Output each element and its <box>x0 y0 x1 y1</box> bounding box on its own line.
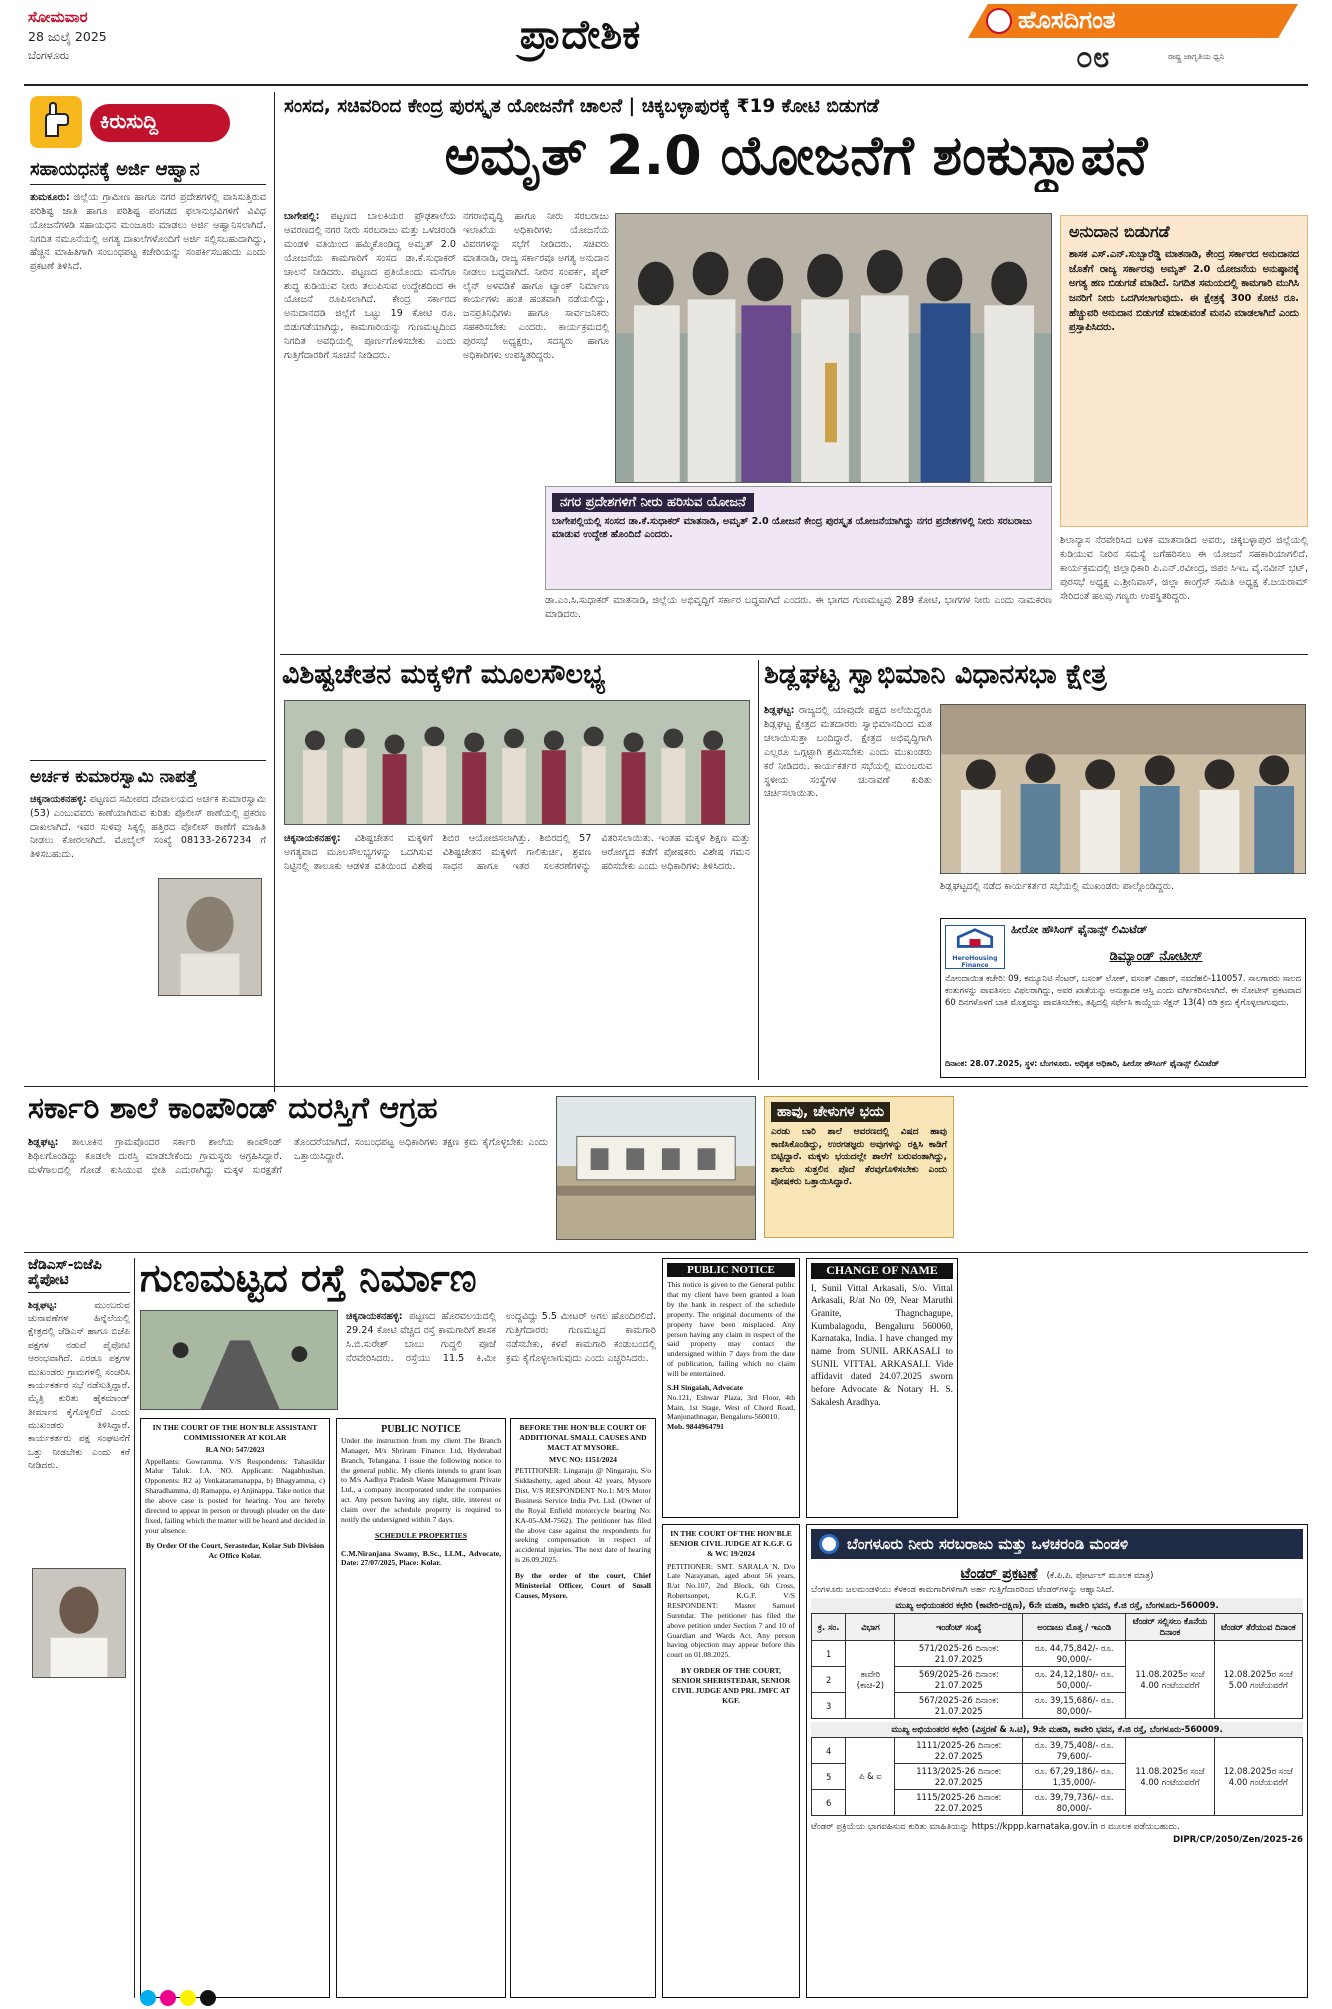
bwssb-tender-title: ಟೆಂಡರ್ ಪ್ರಕಟಣೆ <box>960 1566 1038 1582</box>
brief-archaka-text: ಪಟ್ಟಣದ ಸಮೀಪದ ದೇವಾಲಯದ ಅರ್ಚಕ ಕುಮಾರಸ್ವಾಮಿ (53) ಎಂಬುವವರು ಕಾಣೆಯಾಗಿರುವ ಕುರಿತು ಪೊಲೀಸ್ ಠಾಣೆಯಲ್ಲಿ ಪ್ರಕರಣ ದಾಖಲಾಗಿದೆ. ಇವರ ಸುಳಿವು ಸಿಕ್ಕಲ್ಲಿ ಹತ್ತಿರದ ಪೊಲೀಸ್ ಠಾಣೆಗೆ ಮಾಹಿತಿ ನೀಡಲು ಕೋರಲಾಗಿದೆ. ಮೊಬೈಲ್ ಸಂಖ್ಯೆ 08133-267234 ಗೆ ತಿಳಿಸಬಹುದು. <box>30 793 266 861</box>
public-notice-1-mob: Mob. 9844964791 <box>667 1422 724 1432</box>
herohousing-sign: ದಿನಾಂಕ: 28.07.2025, ಸ್ಥಳ: ಬೆಂಗಳೂರು. ಅಧಿಕೃತ ಅಧಿಕಾರಿ, ಹೀರೋ ಹೌಸಿಂಗ್ ಫೈನಾನ್ಸ್ ಲಿಮಿಟೆಡ್ <box>945 1059 1220 1068</box>
table-row <box>812 1641 1303 1667</box>
col-head-indent: ಇಂಡೆಂಟ್ ಸಂಖ್ಯೆ <box>895 1614 1023 1641</box>
shidlaghatta-body <box>764 704 932 1074</box>
public-notice-1-signer: S.H Singaiah, Advocate <box>667 1382 743 1392</box>
bwssb-table-1 <box>811 1613 1303 1719</box>
vishesha-text: ವಿಶಿಷ್ಟಚೇತನ ಮಕ್ಕಳಿಗೆ ಅಗತ್ಯವಾದ ಮೂಲಸೌಲಭ್ಯಗಳನ್ನು ಒದಗಿಸುವ ನಿಟ್ಟಿನಲ್ಲಿ ತಾಲೂಕು ಆಡಳಿತ ವತಿಯಿಂದ ವಿಶೇಷ ಶಿಬಿರ ಆಯೋಜಿಸಲಾಗಿತ್ತು. ಶಿಬಿರದಲ್ಲಿ 57 ವಿಶಿಷ್ಟಚೇತನ ಮಕ್ಕಳಿಗೆ ಗಾಲಿಕುರ್ಚಿ, ಶ್ರವಣ ಸಾಧನ ಹಾಗೂ ಇತರ ಸಲಕರಣೆಗಳನ್ನು ವಿತರಿಸಲಾಯಿತು. ಇಂತಹ ಮಕ್ಕಳ ಶಿಕ್ಷಣ ಮತ್ತು ಆರೋಗ್ಯದ ಕಡೆಗೆ ಪೋಷಕರು ವಿಶೇಷ ಗಮನ ಹರಿಸಬೇಕು ಎಂದು ಅಧಿಕಾರಿಗಳು ತಿಳಿಸಿದರು. <box>284 833 750 872</box>
lead-bottom-text <box>545 594 1052 646</box>
jds-head: ಜೆಡಿಎಸ್-ಬಿಜೆಪಿ ಪೈಪೋಟಿ <box>28 1258 130 1293</box>
compound-story <box>28 1092 956 1242</box>
row-no: 5 <box>812 1764 846 1790</box>
brief-arji <box>30 160 266 750</box>
row-last-date: 11.08.2025ರ ಸಂಜೆ 4.00 ಗಂಟೆಯವರೆಗೆ <box>1126 1738 1214 1816</box>
anudana-sidebar <box>1060 215 1308 527</box>
jds-body <box>28 1299 130 1472</box>
row-no: 6 <box>812 1790 846 1816</box>
bwssb-title: ಬೆಂಗಳೂರು ನೀರು ಸರಬರಾಜು ಮತ್ತು ಒಳಚರಂಡಿ ಮಂಡಳಿ <box>847 1535 1129 1553</box>
court-kolar-title: IN THE COURT OF THE HON'BLE ASSISTANT COMMISSIONER AT KOLAR <box>152 1423 318 1442</box>
court-notice-kgf <box>662 1524 800 1998</box>
herohousing-logo <box>945 925 1005 969</box>
row-open-date: 12.08.2025ರ ಸಂಜೆ 4.00 ಗಂಟೆಯವರೆಗೆ <box>1214 1738 1302 1816</box>
bwssb-footer: ಟೆಂಡರ್ ಪ್ರಕ್ರಿಯೆಯ ಭಾಗವಹಿಸುವ ಕುರಿತು ಮಾಹಿತಿಯನ್ನು https://kppp.karnataka.gov.in ರ ಮೂಲಕ ಪಡೆಯಬಹುದು. <box>811 1822 1180 1832</box>
jds-portrait <box>32 1568 126 1678</box>
bwssb-table-header <box>812 1614 1303 1641</box>
vishesha-photo <box>284 700 750 825</box>
bwssb-tender-title-row <box>811 1563 1303 1582</box>
herohousing-title: ಹೀರೋ ಹೌಸಿಂಗ್ ಫೈನಾನ್ಸ್ ಲಿಮಿಟೆಡ್ <box>1011 923 1148 936</box>
lead-right-lower-text: ಶಿಲಾನ್ಯಾಸ ನೆರವೇರಿಸಿದ ಬಳಿಕ ಮಾತನಾಡಿದ ಅವರು, ಚಿಕ್ಕಬಳ್ಳಾಪುರ ಜಿಲ್ಲೆಯಲ್ಲಿ ಕುಡಿಯುವ ನೀರಿನ ಸಮಸ್ಯೆ ಬಗೆಹರಿಸಲು ಈ ಯೋಜನೆ ಸಹಕಾರಿಯಾಗಲಿದೆ. ಕಾರ್ಯಕ್ರಮದಲ್ಲಿ ಜಿಲ್ಲಾಧಿಕಾರಿ ಪಿ.ಎನ್.ರವೀಂದ್ರ, ಜಿಪಂ ಸಿಇಒ ವೈ.ನವೀನ್ ಭಟ್, ಪುರಸಭೆ ಅಧ್ಯಕ್ಷ ಎ.ಶ್ರೀನಿವಾಸ್, ಜಿಲ್ಲಾ ಕಾಂಗ್ರೆಸ್ ಸಮಿತಿ ಅಧ್ಯಕ್ಷ ಕೆ.ಜಯರಾಮ್ ಸೇರಿದಂತೆ ಹಲವು ಗಣ್ಯರು ಉಪಸ್ಥಿತರಿದ್ದರು. <box>1060 535 1308 602</box>
row-amt: ರೂ. 39,15,686/- ರೂ. 80,000/- <box>1023 1693 1126 1719</box>
row-indent: 567/2025-26 ದಿನಾಂಕ: 21.07.2025 <box>895 1693 1023 1719</box>
row-amt: ರೂ. 24,12,180/- ರೂ. 50,000/- <box>1023 1667 1126 1693</box>
lead-right-lower <box>1060 534 1308 648</box>
compound-head: ಸರ್ಕಾರಿ ಶಾಲೆ ಕಾಂಪೌಂಡ್ ದುರಸ್ತಿಗೆ ಆಗ್ರಹ <box>28 1092 438 1126</box>
brief-arji-dateline: ತುಮಕೂರು: <box>30 191 70 203</box>
kiru-suddi-logo <box>30 96 230 152</box>
lead-photo-caption <box>545 486 1052 590</box>
col-head-last: ಟೆಂಡರ್ ಸಲ್ಲಿಸಲು ಕೊನೆಯ ದಿನಾಂಕ <box>1126 1614 1214 1641</box>
shidlaghatta-head: ಶಿಡ್ಲಘಟ್ಟ ಸ್ವಾಭಿಮಾನಿ ವಿಧಾನಸಭಾ ಕ್ಷೇತ್ರ <box>764 660 1107 690</box>
court-kolar-case: R.A NO: 547/2023 <box>205 1444 265 1454</box>
row2-bottom-rule <box>24 1086 1308 1087</box>
vishesha-dateline: ಚಿಕ್ಕನಾಯಕನಹಳ್ಳಿ: <box>284 833 341 844</box>
court-mysore-sign: By the order of the court, Chief Ministerial Officer, Court of Small Causes, Mysore. <box>515 1571 651 1600</box>
section-title: ಪ್ರಾದೇಶಿಕ <box>519 12 641 58</box>
brand-name: ಹೊಸದಿಗಂತ <box>1018 6 1116 34</box>
bwssb-tender <box>806 1524 1308 1998</box>
public-notice-1 <box>662 1258 800 1518</box>
masthead <box>0 0 1332 90</box>
row3-bottom-rule <box>24 1252 1308 1253</box>
lead-kicker: ಸಂಸದ, ಸಚಿವರಿಂದ ಕೇಂದ್ರ ಪುರಸ್ಕೃತ ಯೋಜನೆಗೆ ಚಾಲನೆ | ಚಿಕ್ಕಬಳ್ಳಾಪುರಕ್ಕೆ ₹19 ಕೋಟಿ ಬಿಡುಗಡೆ <box>284 96 880 117</box>
court-kgf-body: PETITIONER: SMT. SARALA N. D/o Late Narayanan, aged about 56 years, R/at No.107, 2nd Block, 6th Cross, Robertsonpet, K.G.F. V/S RESPONDENT: Master Samuel Surendar. The petitioner has filed the above petition under Section 7 and 10 of Guardian and Wards Act. Any person having objection may appear before this court on 01.08.2025. <box>667 1561 795 1660</box>
public-notice-2-title: PUBLIC NOTICE <box>381 1424 461 1435</box>
lead-col2-text: ನಗರಾಭಿವೃದ್ಧಿ ಹಾಗೂ ನೀರು ಸರಬರಾಜು ಇಲಾಖೆಯ ಅಧಿಕಾರಿಗಳು ಯೋಜನೆಯ ವಿವರಗಳನ್ನು ಸಭೆಗೆ ನೀಡಿದರು. ಸಚಿವರು ಮಾತನಾಡಿ, ರಾಜ್ಯ ಸರ್ಕಾರವೂ ಅಗತ್ಯ ಅನುದಾನ ನೀಡಲು ಬದ್ಧವಾಗಿದೆ. ನೀರಿನ ಸಂಪರ್ಕ, ಪೈಪ್ ಲೈನ್ ಅಳವಡಿಕೆ ಹಾಗೂ ಟ್ಯಾಂಕ್ ನಿರ್ಮಾಣ ಕಾರ್ಯಗಳು ಹಂತ ಹಂತವಾಗಿ ನಡೆಯಲಿದ್ದು, ಜನಪ್ರತಿನಿಧಿಗಳು ಹಾಗೂ ಸಾರ್ವಜನಿಕರು ಸಹಕರಿಸಬೇಕು ಎಂದರು. ಕಾರ್ಯಕ್ರಮದಲ್ಲಿ ಪುರಸಭೆ ಅಧ್ಯಕ್ಷರು, ಸದಸ್ಯರು ಹಾಗೂ ಅಧಿಕಾರಿಗಳು ಉಪಸ್ಥಿತರಿದ್ದರು. <box>463 211 609 362</box>
bwssb-office-2: ಮುಖ್ಯ ಅಭಿಯಂತರರ ಕಛೇರಿ (ವಿಸ್ತರಣೆ & ಸಿ.ಟಿ), 9ನೇ ಮಹಡಿ, ಕಾವೇರಿ ಭವನ, ಕೆ.ಜಿ ರಸ್ತೆ, ಬೆಂಗಳೂರು-560009. <box>811 1722 1303 1737</box>
registration-dot-black <box>200 1990 216 2006</box>
change-name-body: I, Sunil Vittal Arkasali, S/o. Vittal Arkasali, R/at No 09, Near Maruthi Granite, Thagnchagupe, Kumbalagodu, Bengaluru 560060, Karnataka, India. I have changed my name from SUNIL ARKASALI to SUNIL VITTAL ARKASALI. Vide affidavit dated 24.07.2025 sworn before Advocate & Notary H. S. Sakalesh Aradhya. <box>811 1283 953 1408</box>
court-kolar-sign: By Order Of the Court, Serastedar, Kolar Sub Division Ac Office Kolar. <box>145 1541 325 1561</box>
col-head-open: ಟೆಂಡರ್ ತೆರೆಯುವ ದಿನಾಂಕ <box>1214 1614 1302 1641</box>
vishesha-body <box>284 832 750 1072</box>
public-notice-1-address: No.121, Eshwar Plaza, 3rd Floor, 4th Main, 1st Stage, West of Chord Road, Manjunathnagar, Bengaluru-560010. <box>667 1392 795 1422</box>
road-body <box>346 1310 656 1414</box>
road-photo <box>140 1310 338 1410</box>
row-no: 1 <box>812 1641 846 1667</box>
col-head-div: ವಿಭಾಗ <box>846 1614 895 1641</box>
lead-bottom-text-body: ಡಾ.ಎಂ.ಸಿ.ಸುಧಾಕರ್ ಮಾತನಾಡಿ, ಜಿಲ್ಲೆಯ ಅಭಿವೃದ್ಧಿಗೆ ಸರ್ಕಾರ ಬದ್ಧವಾಗಿದೆ ಎಂದರು. ಈ ಭಾಗದ ಗುಣಮಟ್ಟವು 289 ಕೋಟಿ, ಭಾಗಗಳ ನೀರು ಎಂದು ನಾಮಕರಣ ಮಾಡಿದರು. <box>545 595 1052 620</box>
table-row <box>812 1738 1303 1764</box>
row-amt: ರೂ. 67,29,186/- ರೂ. 1,35,000/- <box>1023 1764 1126 1790</box>
lead-col-1 <box>284 210 456 650</box>
bwssb-logo-icon <box>819 1534 839 1554</box>
vishesha-head: ವಿಶಿಷ್ಟಚೇತನ ಮಕ್ಕಳಿಗೆ ಮೂಲಸೌಲಭ್ಯ <box>282 660 606 690</box>
vishesha-story <box>282 660 754 1080</box>
jds-text: ಮುಂಬರುವ ಚುನಾವಣೆಗಳ ಹಿನ್ನೆಲೆಯಲ್ಲಿ ಕ್ಷೇತ್ರದಲ್ಲಿ ಜೆಡಿಎಸ್ ಹಾಗೂ ಬಿಜೆಪಿ ಪಕ್ಷಗಳ ನಡುವೆ ಪೈಪೋಟಿ ಆರಂಭವಾಗಿದೆ. ಎರಡೂ ಪಕ್ಷಗಳ ಮುಖಂಡರು ಗ್ರಾಮಗಳಲ್ಲಿ ಸಂಚರಿಸಿ ಕಾರ್ಯಕರ್ತರ ಸಭೆ ನಡೆಸುತ್ತಿದ್ದಾರೆ. ಮೈತ್ರಿ ಕುರಿತು ಹೈಕಮಾಂಡ್ ತೀರ್ಮಾನ ಕೈಗೊಳ್ಳಲಿದೆ ಎಂದು ಮುಖಂಡರು ತಿಳಿಸಿದ್ದಾರೆ. ಕಾರ್ಯಕರ್ತರು ಪಕ್ಷ ಸಂಘಟನೆಗೆ ಒತ್ತು ನೀಡಬೇಕು ಎಂದು ಕರೆ ನೀಡಿದರು. <box>28 1299 130 1471</box>
herohousing-notice-title: ಡಿಮ್ಯಾಂಡ್ ನೋಟೀಸ್ <box>1109 949 1203 964</box>
compound-dateline: ಶಿಡ್ಲಘಟ್ಟ: <box>28 1137 59 1148</box>
road-head: ಗುಣಮಟ್ಟದ ರಸ್ತೆ ನಿರ್ಮಾಣ <box>140 1258 477 1300</box>
brief-archaka-dateline: ಚಿಕ್ಕನಾಯಕನಹಳ್ಳಿ: <box>30 793 87 805</box>
brief-archaka-body <box>30 793 266 863</box>
public-notice-2-sign: C.M.Niranjana Swamy, B.Sc., LLM., Advocate, Date: 27/07/2025, Place: Kolar. <box>341 1548 501 1568</box>
herohousing-ad <box>940 918 1306 1078</box>
lead-dateline: ಬಾಗೇಪಲ್ಲಿ: <box>284 211 320 222</box>
court-mysore-title: BEFORE THE HON'BLE COURT OF ADDITIONAL SMALL CAUSES AND MACT AT MYSORE. <box>519 1423 647 1452</box>
registration-dot-yellow <box>180 1990 196 2006</box>
court-notice-kolar <box>140 1418 330 1998</box>
row-no: 2 <box>812 1667 846 1693</box>
row-amt: ರೂ. 39,75,408/- ರೂ. 79,600/- <box>1023 1738 1126 1764</box>
lead-photo-caption-head: ನಗರ ಪ್ರದೇಶಗಳಿಗೆ ನೀರು ಹರಿಸುವ ಯೋಜನೆ <box>552 493 754 512</box>
court-kgf-sign: BY ORDER OF THE COURT, SENIOR SHERISTEDAR, SENIOR CIVIL JUDGE AND PRL JMFC AT KGF. <box>671 1666 791 1705</box>
col-head-no: ಕ್ರ. ಸಂ. <box>812 1614 846 1641</box>
hand-icon <box>30 96 82 148</box>
change-of-name-notice <box>806 1258 958 1518</box>
city-label: ಬೆಂಗಳೂರು <box>28 49 70 62</box>
row-indent: 1113/2025-26 ದಿನಾಂಕ: 22.07.2025 <box>895 1764 1023 1790</box>
left-col-vertical <box>274 92 275 1092</box>
shidlaghatta-dateline: ಶಿಡ್ಲಘಟ್ಟ: <box>764 705 795 716</box>
court-kgf-title: IN THE COURT OF THE HON'BLE SENIOR CIVIL JUDGE AT K.G.F. G & WC 19/2024 <box>669 1529 793 1558</box>
row-no: 3 <box>812 1693 846 1719</box>
brand-tagline: ರಾಷ್ಟ್ರ ಜಾಗೃತಿಯ ಧ್ವನಿ <box>1168 52 1225 61</box>
row-indent: 1111/2025-26 ದಿನಾಂಕ: 22.07.2025 <box>895 1738 1023 1764</box>
registration-dot-magenta <box>160 1990 176 2006</box>
page-number: ೦೮ <box>1076 40 1110 75</box>
lead-headline: ಅಮೃತ್ 2.0 ಯೋಜನೆಗೆ ಶಂಕುಸ್ಥಾಪನೆ <box>444 124 1148 187</box>
bwssb-tender-sub: (ಕೆ.ಪಿ.ಪಿ. ಪೋರ್ಟಲ್ ಮೂಲಕ ಮಾತ್ರ) <box>1046 1571 1154 1581</box>
shidlaghatta-caption-text: ಶಿಡ್ಲಘಟ್ಟದಲ್ಲಿ ನಡೆದ ಕಾರ್ಯಕರ್ತರ ಸಭೆಯಲ್ಲಿ ಮುಖಂಡರು ಪಾಲ್ಗೊಂಡಿದ್ದರು. <box>940 881 1175 892</box>
jds-story <box>28 1258 130 1998</box>
bwssb-office-1: ಮುಖ್ಯ ಅಭಿಯಂತರರ ಕಛೇರಿ (ಕಾವೇರಿ-ದಕ್ಷಿಣ), 6ನೇ ಮಹಡಿ, ಕಾವೇರಿ ಭವನ, ಕೆ.ಜಿ ರಸ್ತೆ, ಬೆಂಗಳೂರು-560009. <box>811 1598 1303 1613</box>
date-label: 28 ಜುಲೈ 2025 <box>28 29 107 44</box>
brief-archaka <box>30 768 266 1050</box>
snake-body: ಎರಡು ಬಾರಿ ಶಾಲೆ ಆವರಣದಲ್ಲಿ ವಿಷದ ಹಾವು ಕಾಣಿಸಿಕೊಂಡಿದ್ದು, ಉರಗತಜ್ಞರು ಅವುಗಳನ್ನು ರಕ್ಷಿಸಿ ಕಾಡಿಗೆ ಬಿಟ್ಟಿದ್ದಾರೆ. ಮಕ್ಕಳು ಭಯದಲ್ಲೇ ಶಾಲೆಗೆ ಬರುವಂತಾಗಿದ್ದು, ಶಾಲೆಯ ಸುತ್ತಲಿನ ಪೊದೆ ತೆರವುಗೊಳಿಸಬೇಕು ಎಂದು ಪೋಷಕರು ಒತ್ತಾಯಿಸಿದ್ದಾರೆ. <box>771 1127 947 1188</box>
shidlaghatta-photo <box>940 704 1306 874</box>
lead-photo-caption-text: ಬಾಗೇಪಲ್ಲಿಯಲ್ಲಿ ಸಂಸದ ಡಾ.ಕೆ.ಸುಧಾಕರ್ ಮಾತನಾಡಿ, ಅಮೃತ್ 2.0 ಯೋಜನೆ ಕೇಂದ್ರ ಪುರಸ್ಕೃತ ಯೋಜನೆಯಾಗಿದ್ದು ನಗರ ಪ್ರದೇಶಗಳಲ್ಲಿ ನೀರು ಸರಬರಾಜು ಮಾಡುವ ಉದ್ದೇಶ ಹೊಂದಿದೆ ಎಂದರು. <box>552 516 1033 541</box>
public-notice-2-body: Under the instruction from my client The Branch Manager, M/s Shriram Finance Ltd, Hyderabad Branch, Telangana. I issue the following notice to the general public. My clients intends to grant loan to M/s Aadhya Pradesh Waste Management Private Ltd., a company incorporated under the companies act. Any person having any right, title, interest or claim over the schedule property is required to notify the undersigned within 7 days. <box>341 1436 501 1524</box>
herohousing-body: ನೋಂದಾಯಿತ ಕಚೇರಿ: 09, ಕಮ್ಯೂನಿಟಿ ಸೆಂಟರ್, ಬಸಂತ್ ಲೋಕ್, ವಸಂತ್ ವಿಹಾರ್, ನವದೆಹಲಿ-110057. ಸಾಲಗಾರರು ಸಾಲದ ಕಂತುಗಳನ್ನು ಪಾವತಿಸಲು ವಿಫಲರಾಗಿದ್ದು, ಅವರ ಖಾತೆಯನ್ನು ಅನುತ್ಪಾದಕ ಆಸ್ತಿ ಎಂದು ವರ್ಗೀಕರಿಸಲಾಗಿದೆ. ಈ ನೋಟೀಸ್ ಪ್ರಕಟವಾದ 60 ದಿನಗಳೊಳಗೆ ಬಾಕಿ ಮೊತ್ತವನ್ನು ಪಾವತಿಸಬೇಕು, ತಪ್ಪಿದಲ್ಲಿ ಸರ್ಫೇಸಿ ಕಾಯ್ದೆಯ ಸೆಕ್ಷನ್ 13(4) ರಡಿ ಕ್ರಮ ಕೈಗೊಳ್ಳಲಾಗುವುದು. <box>945 973 1301 1007</box>
road-dateline: ಚಿಕ್ಕನಾಯಕನಹಳ್ಳಿ: <box>346 1311 403 1322</box>
brand-block <box>968 4 1306 80</box>
row2-divider <box>758 660 759 1080</box>
bwssb-ref: DIPR/CP/2050/Zen/2025-26 <box>1173 1835 1303 1845</box>
road-text: ಪಟ್ಟಣದ ಹೊರವಲಯದಲ್ಲಿ 29.24 ಕೋಟಿ ವೆಚ್ಚದ ರಸ್ತೆ ಕಾಮಗಾರಿಗೆ ಶಾಸಕ ಸಿ.ಬಿ.ಸುರೇಶ್ ಬಾಬು ಗುದ್ದಲಿ ಪೂಜೆ ನೆರವೇರಿಸಿದರು. ರಸ್ತೆಯು 11.5 ಕಿ.ಮೀ ಉದ್ದವಿದ್ದು 5.5 ಮೀಟರ್ ಅಗಲ ಹೊಂದಿರಲಿದೆ. ಗುತ್ತಿಗೆದಾರರು ಗುಣಮಟ್ಟದ ಕಾಮಗಾರಿ ನಡೆಸಬೇಕು, ಕಳಪೆ ಕಾಮಗಾರಿ ಕಂಡುಬಂದಲ್ಲಿ ಕ್ರಮ ಕೈಗೊಳ್ಳಲಾಗುವುದು ಎಂದು ಎಚ್ಚರಿಸಿದರು. <box>346 1311 656 1364</box>
row-indent: 1115/2025-26 ದಿನಾಂಕ: 22.07.2025 <box>895 1790 1023 1816</box>
brief-arji-head: ಸಹಾಯಧನಕ್ಕೆ ಅರ್ಜಿ ಆಹ್ವಾನ <box>30 160 266 185</box>
left-divider-1 <box>30 760 266 761</box>
row-open-date: 12.08.2025ರ ಸಂಜೆ 5.00 ಗಂಟೆಯವರೆಗೆ <box>1214 1641 1302 1719</box>
row-last-date: 11.08.2025ರ ಸಂಜೆ 4.00 ಗಂಟೆಯವರೆಗೆ <box>1126 1641 1214 1719</box>
shidlaghatta-text: ರಾಜ್ಯದಲ್ಲಿ ಯಾವುದೇ ಪಕ್ಷದ ಅಲೆಯಿದ್ದರೂ ಶಿಡ್ಲಘಟ್ಟ ಕ್ಷೇತ್ರದ ಮತದಾರರು ಸ್ವಾಭಿಮಾನದಿಂದ ಮತ ಚಲಾಯಿಸುತ್ತಾ ಬಂದಿದ್ದಾರೆ. ಕ್ಷೇತ್ರದ ಅಭಿವೃದ್ಧಿಗಾಗಿ ಎಲ್ಲರೂ ಒಗ್ಗಟ್ಟಾಗಿ ಶ್ರಮಿಸಬೇಕು ಎಂದು ಮುಖಂಡರು ಕರೆ ನೀಡಿದರು. ಕಾರ್ಯಕರ್ತರ ಸಭೆಯಲ್ಲಿ ಮುಂಬರುವ ಸ್ಥಳೀಯ ಸಂಸ್ಥೆಗಳ ಚುನಾವಣೆ ಕುರಿತು ಚರ್ಚಿಸಲಾಯಿತು. <box>764 705 932 800</box>
compound-text: ತಾಲೂಕಿನ ಗ್ರಾಮವೊಂದರ ಸರ್ಕಾರಿ ಶಾಲೆಯ ಕಾಂಪೌಂಡ್ ಶಿಥಿಲಗೊಂಡಿದ್ದು ಕೂಡಲೇ ದುರಸ್ತಿ ಮಾಡಬೇಕೆಂದು ಗ್ರಾಮಸ್ಥರು ಆಗ್ರಹಿಸಿದ್ದಾರೆ. ಮಳೆಗಾಲದಲ್ಲಿ ಗೋಡೆ ಕುಸಿಯುವ ಭೀತಿ ಎದುರಾಗಿದ್ದು ಮಕ್ಕಳ ಸುರಕ್ಷತೆಗೆ ತೊಂದರೆಯಾಗಿದೆ. ಸಂಬಂಧಪಟ್ಟ ಅಧಿಕಾರಿಗಳು ತಕ್ಷಣ ಕ್ರಮ ಕೈಗೊಳ್ಳಬೇಕು ಎಂದು ಒತ್ತಾಯಿಸಿದ್ದಾರೆ. <box>28 1137 548 1176</box>
public-notice-2 <box>336 1418 506 1998</box>
row-no: 4 <box>812 1738 846 1764</box>
anudana-head: ಅನುದಾನ ಬಿಡುಗಡೆ <box>1069 222 1170 241</box>
lead-bottom-rule <box>280 654 1308 655</box>
bwssb-table-2 <box>811 1737 1303 1816</box>
brand-logo-icon <box>986 8 1012 34</box>
lead-photo <box>615 213 1052 483</box>
row-div: ಕಾವೇರಿ (ಕಾಚಿ-2) <box>846 1641 895 1719</box>
brief-arji-text: ಜಿಲ್ಲೆಯ ಗ್ರಾಮೀಣ ಹಾಗೂ ನಗರ ಪ್ರದೇಶಗಳಲ್ಲಿ ವಾಸಿಸುತ್ತಿರುವ ಪರಿಶಿಷ್ಟ ಜಾತಿ ಹಾಗೂ ಪರಿಶಿಷ್ಟ ಪಂಗಡದ ಫಲಾನುಭವಿಗಳಿಗೆ ವಿವಿಧ ಯೋಜನೆಗಳಡಿ ಸಹಾಯಧನ ಮಂಜೂರು ಮಾಡಲು ಅರ್ಜಿ ಆಹ್ವಾನಿಸಲಾಗಿದೆ. ನಿಗದಿತ ನಮೂನೆಯಲ್ಲಿ ಅಗತ್ಯ ದಾಖಲೆಗಳೊಂದಿಗೆ ಅರ್ಜಿ ಸಲ್ಲಿಸಬಹುದಾಗಿದ್ದು, ಹೆಚ್ಚಿನ ಮಾಹಿತಿಗಾಗಿ ಸಂಬಂಧಪಟ್ಟ ಕಚೇರಿಯನ್ನು ಸಂಪರ್ಕಿಸಬಹುದು ಎಂದು ಪ್ರಕಟಣೆ ತಿಳಿಸಿದೆ. <box>30 191 266 273</box>
row-indent: 569/2025-26 ದಿನಾಂಕ: 21.07.2025 <box>895 1667 1023 1693</box>
archaka-portrait <box>158 878 262 996</box>
col-head-amt: ಅಂದಾಜು ಮೊತ್ತ / ಇಎಂಡಿ <box>1023 1614 1126 1641</box>
jds-dateline: ಶಿಡ್ಲಘಟ್ಟ: <box>28 1299 58 1311</box>
row-amt: ರೂ. 39,79,736/- ರೂ. 80,000/- <box>1023 1790 1126 1816</box>
shidlaghatta-story <box>764 660 1308 1080</box>
date-block <box>28 8 188 78</box>
court-kolar-body: Appellants: Gowramma. V/S Respondents: Tahasildar Malur Taluk. I.A. NO. Applicant: Nagabhushan. Opponents: R2 a) Venkataramanappa, b) Bhagyamma, c) Sharadhamma, d) Ramappa, e) Anjinappa. Take notice that the above case is posted for hearing. You are hereby directed to appear in person or through pleader on the date fixed, failing which the matter will be heard and decided in your absence. <box>145 1456 325 1535</box>
change-name-title: CHANGE OF NAME <box>811 1263 953 1279</box>
snake-head: ಹಾವು, ಚೇಳುಗಳ ಭಯ <box>771 1102 890 1122</box>
row4-left-divider <box>134 1258 135 1998</box>
snake-box <box>764 1096 954 1238</box>
public-notice-2-sched: SCHEDULE PROPERTIES <box>375 1530 467 1540</box>
row-amt: ರೂ. 44,75,842/- ರೂ. 90,000/- <box>1023 1641 1126 1667</box>
brief-arji-body <box>30 191 266 274</box>
row-div: ಪಿ & ಐ <box>846 1738 895 1816</box>
shidlaghatta-caption <box>940 880 1306 914</box>
court-notice-mysore <box>510 1418 656 1998</box>
court-mysore-body: PETITIONER: Lingaraju @ Ningaraju, S/o Siddashetty, aged about 42 years, Mysore Dist. V/S RESPONDENT No.1: M/S Motor Business Service India Pvt. Ltd. (Owner of the Royal Enfield motorcycle bearing No: KA-05-AM-7562). The petitioner has filed the above case against the respondents for seeking compensation in respect of accidental injuries. The next date of hearing is 26.09.2025. <box>515 1466 651 1565</box>
bwssb-intro: ಬೆಂಗಳೂರು ಜಲಮಂಡಳಿಯು ಕೆಳಕಂಡ ಕಾಮಗಾರಿಗಳಿಗಾಗಿ ಅರ್ಹ ಗುತ್ತಿಗೆದಾರರಿಂದ ಟೆಂಡರ್‌ಗಳನ್ನು ಆಹ್ವಾನಿಸಿದೆ. <box>811 1585 1115 1595</box>
day-label: ಸೋಮವಾರ <box>28 8 88 26</box>
public-notice-1-body: This notice is given to the General public that my client have been granted a loan by the bank in respect of the schedule property. The original documents of the property have been misplaced. Any person having any claim in respect of the said property may contact the undersigned within 7 days from the date of publication, failing which no claim will be entertained. <box>667 1280 795 1379</box>
brief-archaka-head: ಅರ್ಚಕ ಕುಮಾರಸ್ವಾಮಿ ನಾಪತ್ತೆ <box>30 768 198 787</box>
lead-col1-text: ಪಟ್ಟಣದ ಬಾಲಕಿಯರ ಪ್ರೌಢಶಾಲೆಯ ಆವರಣದಲ್ಲಿ ನಗರ ನೀರು ಸರಬರಾಜು ಮತ್ತು ಒಳಚರಂಡಿ ಮಂಡಳಿ ವತಿಯಿಂದ ಹಮ್ಮಿಕೊಂಡಿದ್ದ ಅಮೃತ್ 2.0 ಯೋಜನೆಯ ಕಾಮಗಾರಿಗೆ ಸಂಸದ ಡಾ.ಕೆ.ಸುಧಾಕರ್ ಚಾಲನೆ ನೀಡಿದರು. ಪಟ್ಟಣದ ಪ್ರತಿಯೊಂದು ಮನೆಗೂ ಶುದ್ಧ ಕುಡಿಯುವ ನೀರು ತಲುಪಿಸುವ ಉದ್ದೇಶದಿಂದ ಈ ಯೋಜನೆ ರೂಪಿಸಲಾಗಿದೆ. ಕೇಂದ್ರ ಸರ್ಕಾರದ ಅನುದಾನದಡಿ ಜಿಲ್ಲೆಗೆ ಒಟ್ಟು 19 ಕೋಟಿ ರೂ. ಬಿಡುಗಡೆಯಾಗಿದ್ದು, ಕಾಮಗಾರಿಯನ್ನು ಗುಣಮಟ್ಟದಿಂದ ನಿಗದಿತ ಅವಧಿಯಲ್ಲಿ ಪೂರ್ಣಗೊಳಿಸಬೇಕು ಎಂದು ಗುತ್ತಿಗೆದಾರರಿಗೆ ಸೂಚನೆ ನೀಡಿದರು. <box>284 211 456 362</box>
compound-body <box>28 1136 548 1240</box>
row-indent: 571/2025-26 ದಿನಾಂಕ: 21.07.2025 <box>895 1641 1023 1667</box>
bwssb-header <box>811 1529 1303 1559</box>
masthead-rule <box>24 84 1308 86</box>
registration-dot-cyan <box>140 1990 156 2006</box>
court-mysore-case: MVC NO: 1151/2024 <box>549 1454 617 1464</box>
herohousing-logo-text: HeroHousing Finance <box>952 955 998 969</box>
public-notice-1-title: PUBLIC NOTICE <box>667 1263 795 1277</box>
anudana-body: ಶಾಸಕ ಎಸ್.ಎನ್.ಸುಬ್ಬಾರೆಡ್ಡಿ ಮಾತನಾಡಿ, ಕೇಂದ್ರ ಸರ್ಕಾರದ ಅನುದಾನದ ಜೊತೆಗೆ ರಾಜ್ಯ ಸರ್ಕಾರವು ಅಮೃತ್ 2.0 ಯೋಜನೆಯ ಅನುಷ್ಠಾನಕ್ಕೆ ಅಗತ್ಯ ಹಣ ಬಿಡುಗಡೆ ಮಾಡಿದೆ. ನಿಗದಿತ ಸಮಯದಲ್ಲಿ ಕಾಮಗಾರಿ ಮುಗಿಸಿ ಜನರಿಗೆ ನೀರು ಒದಗಿಸಲಾಗುವುದು. ಈ ಕ್ಷೇತ್ರಕ್ಕೆ 300 ಕೋಟಿ ರೂ. ಹೆಚ್ಚುವರಿ ಅನುದಾನ ಬಿಡುಗಡೆ ಮಾಡುವಂತೆ ಮನವಿ ಮಾಡಲಾಗಿದೆ ಎಂದು ಪ್ರಸ್ತಾಪಿಸಿದರು. <box>1069 249 1299 334</box>
compound-photo <box>556 1096 756 1240</box>
kiru-label: ಕಿರುಸುದ್ದಿ <box>90 104 230 142</box>
